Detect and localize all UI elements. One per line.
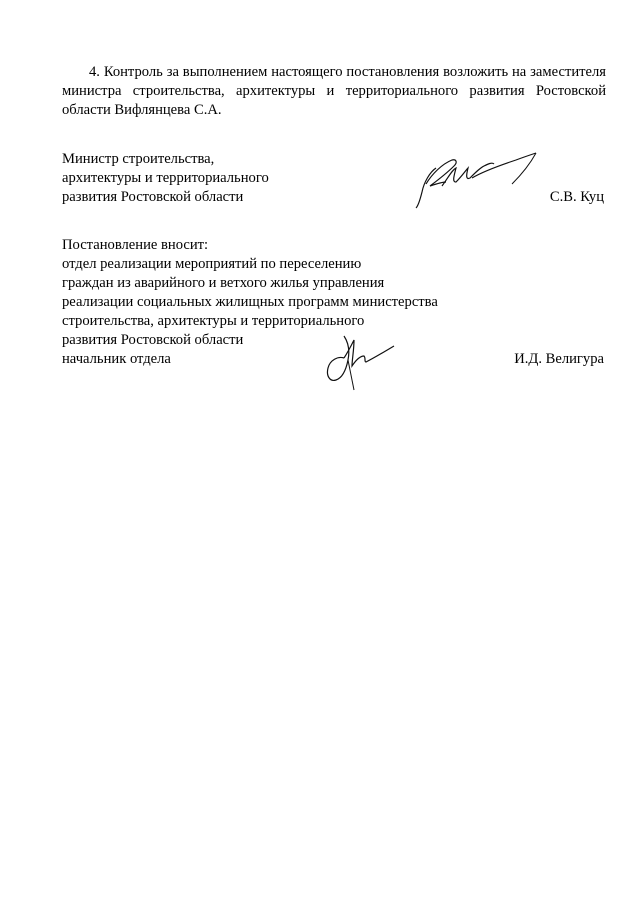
department-head-signature (322, 330, 402, 392)
minister-title-line-1: Министр строительства, (62, 151, 215, 167)
control-paragraph: 4. Контроль за выполнением настоящего постановления возложить на заместителя министра строительства, архитектуры и территориального развития Ростовской области Вифлянцева С.А. (62, 64, 606, 118)
minister-title-line-3: развития Ростовской области (62, 189, 244, 205)
department-head-name: И.Д. Велигура (514, 351, 604, 367)
minister-name: С.В. Куц (549, 189, 604, 205)
submitted-line-3: граждан из аварийного и ветхого жилья управления (62, 275, 385, 291)
submitted-line-6: развития Ростовской области (62, 332, 244, 348)
minister-signature (408, 148, 543, 213)
submitted-line-4: реализации социальных жилищных программ министерства (62, 294, 438, 310)
submitted-line-2: отдел реализации мероприятий по переселению (62, 256, 362, 272)
minister-title-line-2: архитектуры и территориального (62, 170, 269, 186)
submitted-line-7: начальник отдела (62, 351, 171, 367)
submitted-line-5: строительства, архитектуры и территориального (62, 313, 365, 329)
submitted-line-1: Постановление вносит: (62, 237, 209, 253)
